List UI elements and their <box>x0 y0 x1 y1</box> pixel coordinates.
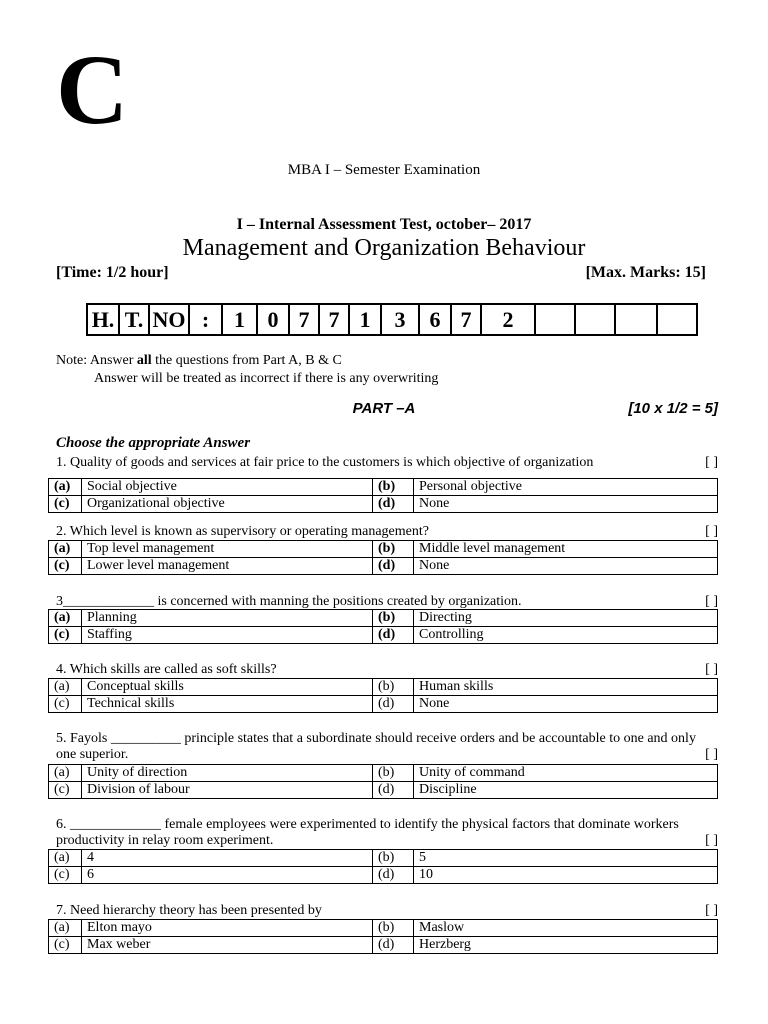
option-cell: (a) <box>49 541 82 558</box>
option-cell: None <box>414 696 718 713</box>
answer-bracket: [ ] <box>705 833 718 848</box>
answer-bracket: [ ] <box>705 455 718 470</box>
option-cell: (d) <box>373 937 414 954</box>
option-cell: (c) <box>49 937 82 954</box>
htno-digit <box>575 304 615 335</box>
option-cell: (a) <box>49 920 82 937</box>
part-title: PART –A <box>352 400 416 417</box>
option-cell: (d) <box>373 627 414 644</box>
option-cell: Social objective <box>82 479 373 496</box>
option-cell: (a) <box>49 765 82 782</box>
option-cell: (b) <box>373 920 414 937</box>
option-cell: (b) <box>373 850 414 867</box>
option-cell: (c) <box>49 782 82 799</box>
option-cell: (d) <box>373 496 414 513</box>
option-cell: Division of labour <box>82 782 373 799</box>
option-cell: (a) <box>49 679 82 696</box>
option-cell: (b) <box>373 610 414 627</box>
htno-digit: 1 <box>349 304 381 335</box>
option-cell: (b) <box>373 765 414 782</box>
option-cell: Conceptual skills <box>82 679 373 696</box>
question-4: 4. Which skills are called as soft skills? [ ] <box>56 662 718 677</box>
option-cell: Unity of command <box>414 765 718 782</box>
option-cell: (a) <box>49 479 82 496</box>
htno-label: H. <box>87 304 119 335</box>
option-cell: (a) <box>49 850 82 867</box>
option-cell: (d) <box>373 867 414 884</box>
option-cell: (c) <box>49 627 82 644</box>
option-cell: Organizational objective <box>82 496 373 513</box>
option-cell: 6 <box>82 867 373 884</box>
option-cell: (d) <box>373 558 414 575</box>
option-cell: (c) <box>49 496 82 513</box>
htno-digit: 7 <box>289 304 319 335</box>
option-cell: (b) <box>373 679 414 696</box>
htno-label: T. <box>119 304 149 335</box>
htno-digit: 0 <box>257 304 289 335</box>
question-5: 5. Fayols __________ principle states that a subordinate should receive orders and be accountable to one and only one superior. [ ] <box>56 731 718 762</box>
time-label: [Time: 1/2 hour] <box>56 264 169 281</box>
option-cell: (b) <box>373 541 414 558</box>
option-cell: 5 <box>414 850 718 867</box>
option-cell: Planning <box>82 610 373 627</box>
options-table-2 <box>48 540 718 575</box>
htno-digit <box>615 304 657 335</box>
htno-digit: 7 <box>451 304 481 335</box>
htno-digit: 7 <box>319 304 349 335</box>
instruction: Choose the appropriate Answer <box>56 435 251 451</box>
option-cell: Directing <box>414 610 718 627</box>
htno-digit: 3 <box>381 304 419 335</box>
options-table-1 <box>48 478 718 513</box>
htno-digit <box>657 304 697 335</box>
question-2: 2. Which level is known as supervisory or operating management? [ ] <box>56 524 718 539</box>
option-cell: Controlling <box>414 627 718 644</box>
option-cell: Maslow <box>414 920 718 937</box>
htno-digit: 1 <box>222 304 257 335</box>
answer-bracket: [ ] <box>705 903 718 918</box>
answer-bracket: [ ] <box>705 524 718 539</box>
option-cell: Personal objective <box>414 479 718 496</box>
question-3: 3_____________ is concerned with manning the positions created by organization. [ ] <box>56 594 718 609</box>
option-cell: Unity of direction <box>82 765 373 782</box>
answer-bracket: [ ] <box>705 747 718 762</box>
htno-label: NO <box>149 304 189 335</box>
option-cell: (d) <box>373 696 414 713</box>
option-cell: 10 <box>414 867 718 884</box>
option-cell: Human skills <box>414 679 718 696</box>
option-cell: Max weber <box>82 937 373 954</box>
options-table-6 <box>48 849 718 884</box>
option-cell: (b) <box>373 479 414 496</box>
hall-ticket-number-grid <box>86 303 698 336</box>
htno-digit <box>535 304 575 335</box>
max-marks-label: [Max. Marks: 15] <box>585 264 706 281</box>
option-cell: Elton mayo <box>82 920 373 937</box>
option-cell: Technical skills <box>82 696 373 713</box>
htno-digit: 6 <box>419 304 451 335</box>
htno-label: : <box>189 304 222 335</box>
test-title: I – Internal Assessment Test, october– 2017 <box>236 216 532 233</box>
option-cell: None <box>414 496 718 513</box>
option-cell: Herzberg <box>414 937 718 954</box>
exam-title: MBA I – Semester Examination <box>287 162 481 178</box>
option-cell: (d) <box>373 782 414 799</box>
option-cell: Staffing <box>82 627 373 644</box>
part-marks: [10 x 1/2 = 5] <box>628 400 718 417</box>
answer-bracket: [ ] <box>705 662 718 677</box>
option-cell: Lower level management <box>82 558 373 575</box>
option-cell: (c) <box>49 867 82 884</box>
options-table-7 <box>48 919 718 954</box>
set-letter: C <box>56 34 129 145</box>
option-cell: None <box>414 558 718 575</box>
question-7: 7. Need hierarchy theory has been presented by [ ] <box>56 903 718 918</box>
options-table-4 <box>48 678 718 713</box>
option-cell: 4 <box>82 850 373 867</box>
answer-bracket: [ ] <box>705 594 718 609</box>
option-cell: (c) <box>49 558 82 575</box>
option-cell: (a) <box>49 610 82 627</box>
question-6: 6. _____________ female employees were experimented to identify the physical factors that dominate workers productivity in relay room experiment. [ ] <box>56 817 718 848</box>
note: Note: Answer all the questions from Part A, B & C Answer will be treated as incorrect if there is any overwriting <box>56 353 439 386</box>
note-line-2: Answer will be treated as incorrect if there is any overwriting <box>94 371 439 386</box>
options-table-5 <box>48 764 718 799</box>
question-1: 1. Quality of goods and services at fair price to the customers is which objective of organization [ ] <box>56 455 718 470</box>
option-cell: (c) <box>49 696 82 713</box>
subject-title: Management and Organization Behaviour <box>182 235 586 261</box>
option-cell: Discipline <box>414 782 718 799</box>
htno-digit: 2 <box>481 304 535 335</box>
options-table-3 <box>48 609 718 644</box>
option-cell: Middle level management <box>414 541 718 558</box>
option-cell: Top level management <box>82 541 373 558</box>
